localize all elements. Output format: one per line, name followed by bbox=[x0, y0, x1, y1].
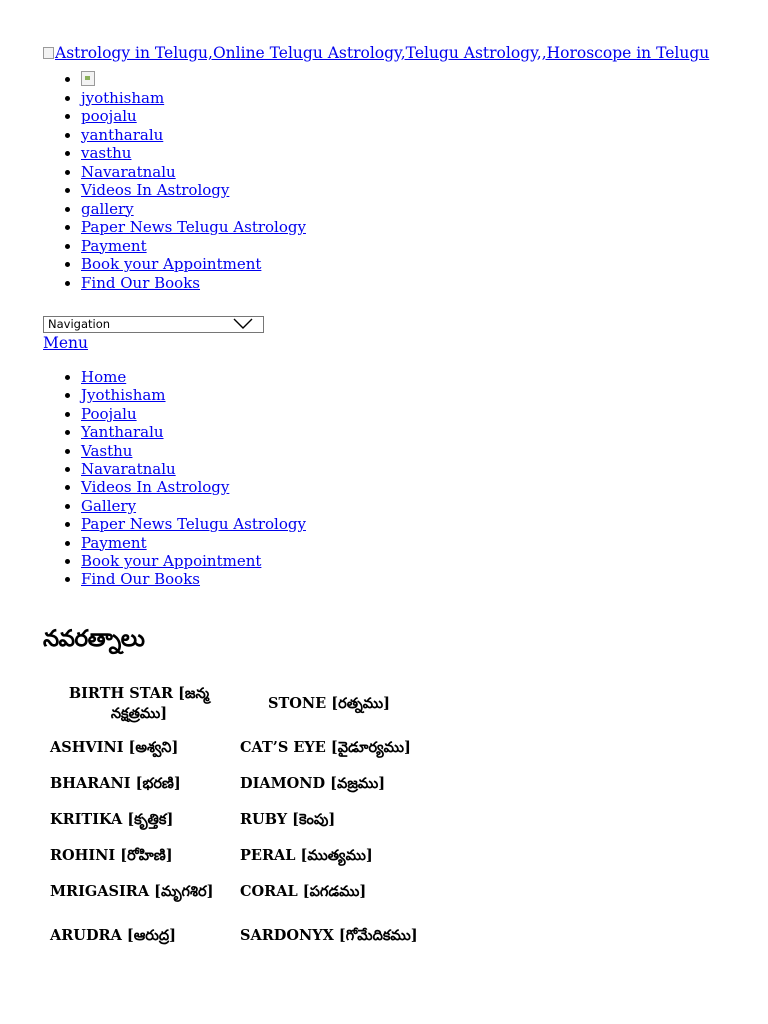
top-menu bbox=[43, 70, 743, 292]
top-menu-link[interactable]: jyothisham bbox=[81, 88, 165, 107]
table-row bbox=[45, 731, 423, 765]
top-menu-item-yantharalu bbox=[81, 126, 743, 145]
table-cell-stone: CORAL [పగడము] bbox=[240, 883, 367, 900]
main-menu-item-home bbox=[81, 368, 681, 386]
broken-image-icon bbox=[43, 47, 54, 59]
top-menu-link[interactable]: Book your Appointment bbox=[81, 255, 262, 273]
top-menu-link[interactable]: Find Our Books bbox=[81, 273, 201, 292]
table-header-cell: STONE [రత్నము] bbox=[268, 695, 390, 712]
top-menu-link[interactable]: Payment bbox=[81, 236, 147, 255]
main-menu-item-vasthu bbox=[81, 442, 681, 460]
main-menu-link[interactable]: Find Our Books bbox=[81, 570, 201, 589]
top-menu-item-gallery bbox=[81, 200, 743, 219]
navigation-select[interactable] bbox=[43, 316, 264, 333]
top-menu-item-poojalu bbox=[81, 107, 743, 126]
table-header-cell: BIRTH STAR [జన్మ నక్షత్రము] bbox=[68, 685, 210, 722]
main-menu-link[interactable]: Yantharalu bbox=[81, 423, 164, 442]
table-row bbox=[45, 875, 423, 909]
birth-star-stone-table bbox=[43, 677, 425, 963]
table-cell-stone: DIAMOND [వజ్రము] bbox=[240, 775, 386, 792]
top-menu-link[interactable]: Videos In Astrology bbox=[81, 181, 230, 199]
table-row bbox=[45, 803, 423, 837]
main-menu-item-jyothisham bbox=[81, 386, 681, 404]
site-logo-link[interactable] bbox=[43, 44, 709, 63]
main-menu-item-yantharalu bbox=[81, 423, 681, 441]
table-cell-stone: PERAL [ముత్యము] bbox=[240, 847, 373, 864]
top-menu-link[interactable]: vasthu bbox=[81, 144, 132, 162]
main-menu-link[interactable]: Home bbox=[81, 368, 127, 386]
table-cell-star: MRIGASIRA [మృగశిర] bbox=[50, 883, 214, 900]
table-cell-star: ARUDRA [ఆరుద్ర] bbox=[50, 927, 177, 944]
main-menu-item-paper-news bbox=[81, 515, 681, 533]
main-menu bbox=[43, 368, 681, 589]
table-cell-star: ASHVINI [అశ్వని] bbox=[50, 739, 179, 756]
main-menu-link[interactable]: Jyothisham bbox=[81, 386, 166, 405]
top-menu-link[interactable]: Navaratnalu bbox=[81, 162, 176, 181]
top-menu-item-payment bbox=[81, 237, 743, 256]
table-cell-stone: SARDONYX [గోమేదికము] bbox=[240, 927, 418, 944]
top-menu-link[interactable]: Paper News Telugu Astrology bbox=[81, 218, 306, 236]
table-cell-star: KRITIKA [కృత్తిక] bbox=[50, 811, 174, 828]
table-cell-star: BHARANI [భరణి] bbox=[50, 775, 181, 792]
table-cell-star: ROHINI [రోహిణి] bbox=[50, 847, 173, 864]
navigation-select-value: Navigation bbox=[48, 317, 111, 331]
top-menu-item-appointment bbox=[81, 255, 743, 274]
main-menu-link[interactable]: Paper News Telugu Astrology bbox=[81, 515, 306, 534]
main-menu-item-videos bbox=[81, 478, 681, 496]
top-menu-item-paper-news bbox=[81, 218, 743, 237]
page-title: నవరత్నాలు bbox=[43, 626, 145, 652]
main-menu-link[interactable]: Navaratnalu bbox=[81, 459, 176, 478]
top-menu-item-books bbox=[81, 274, 743, 293]
top-menu-item-jyothisham bbox=[81, 89, 743, 108]
table-header-row bbox=[45, 679, 423, 729]
broken-image-icon[interactable] bbox=[81, 71, 95, 86]
main-menu-item-gallery bbox=[81, 497, 681, 515]
top-menu-image-item bbox=[81, 70, 743, 89]
table-cell-stone: CAT’S EYE [వైడూర్యము] bbox=[240, 739, 411, 756]
main-menu-link[interactable]: Poojalu bbox=[81, 404, 137, 423]
table-cell-stone: RUBY [కెంపు] bbox=[240, 811, 336, 828]
main-menu-link[interactable]: Payment bbox=[81, 533, 147, 552]
page bbox=[43, 44, 743, 944]
main-menu-item-navaratnalu bbox=[81, 460, 681, 478]
top-menu-link[interactable]: yantharalu bbox=[81, 125, 164, 144]
site-logo-alt-text: Astrology in Telugu,Online Telugu Astrology,Telugu Astrology,,Horoscope in Telugu bbox=[55, 44, 710, 62]
main-menu-item-appointment bbox=[81, 552, 681, 570]
table-row bbox=[45, 839, 423, 873]
main-menu-item-poojalu bbox=[81, 405, 681, 423]
main-menu-link[interactable]: Vasthu bbox=[81, 441, 133, 460]
top-menu-item-vasthu bbox=[81, 144, 743, 163]
table-row bbox=[45, 767, 423, 801]
top-menu-link[interactable]: poojalu bbox=[81, 107, 137, 125]
main-menu-link[interactable]: Book your Appointment bbox=[81, 551, 262, 570]
table-row bbox=[45, 911, 423, 961]
main-menu-item-payment bbox=[81, 534, 681, 552]
top-menu-item-navaratnalu bbox=[81, 163, 743, 182]
main-menu-link[interactable]: Gallery bbox=[81, 496, 137, 515]
top-menu-item-videos bbox=[81, 181, 743, 200]
top-menu-link[interactable]: gallery bbox=[81, 199, 134, 218]
main-menu-link[interactable]: Videos In Astrology bbox=[81, 478, 230, 497]
main-menu-item-books bbox=[81, 570, 681, 588]
chevron-down-icon bbox=[233, 318, 253, 330]
menu-toggle-link[interactable]: Menu bbox=[43, 334, 89, 352]
